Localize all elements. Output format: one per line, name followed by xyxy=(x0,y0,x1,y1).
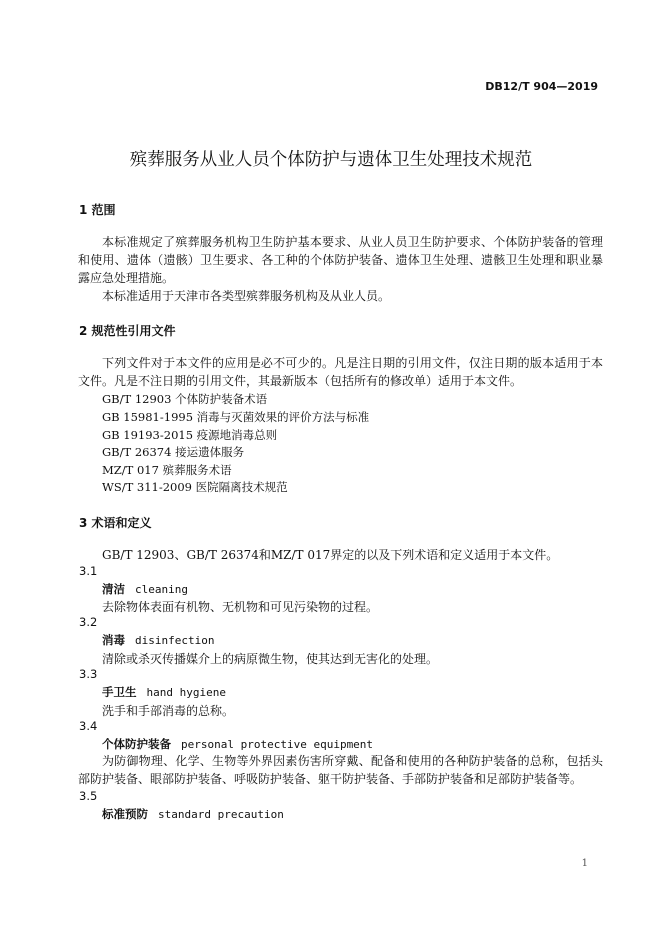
term-definition: 去除物体表面有机物、无机物和可见污染物的过程。 xyxy=(102,600,379,614)
term-number: 3.1 xyxy=(79,564,98,578)
term-en: hand hygiene xyxy=(146,686,226,699)
term-title xyxy=(102,581,188,597)
term-title xyxy=(102,806,284,822)
term-zh: 清洁 xyxy=(102,582,125,596)
term-title xyxy=(102,684,226,700)
term-zh: 标准预防 xyxy=(102,807,148,821)
term-definition: 洗手和手部消毒的总称。 xyxy=(102,704,235,718)
reference-item: MZ/T 017 殡葬服务术语 xyxy=(102,463,232,477)
reference-item: GB/T 26374 接运遗体服务 xyxy=(102,445,245,459)
term-en: personal protective equipment xyxy=(181,738,374,751)
term-title xyxy=(102,632,214,648)
term-zh: 手卫生 xyxy=(102,685,137,699)
term-definition: 清除或杀灭传播媒介上的病原微生物，使其达到无害化的处理。 xyxy=(102,652,439,666)
term-number: 3.5 xyxy=(79,789,98,803)
term-number: 3.3 xyxy=(79,667,98,681)
term-zh: 消毒 xyxy=(102,633,125,647)
section-2-paragraph-1: 下列文件对于本文件的应用是必不可少的。凡是注日期的引用文件，仅注日期的版本适用于本文件。凡是不注日期的引用文件，其最新版本（包括所有的修改单）适用于本文件。 xyxy=(78,356,603,388)
term-title xyxy=(102,736,373,752)
term-zh: 个体防护装备 xyxy=(102,737,171,751)
page-number: 1 xyxy=(581,858,588,869)
section-2-heading: 2 规范性引用文件 xyxy=(79,324,176,338)
term-en: cleaning xyxy=(135,583,188,596)
page-title: 殡葬服务从业人员个体防护与遗体卫生处理技术规范 xyxy=(129,150,533,170)
term-en: disinfection xyxy=(135,634,215,647)
section-1-paragraph-2: 本标准适用于天津市各类型殡葬服务机构及从业人员。 xyxy=(102,289,391,303)
section-1-paragraph-1: 本标准规定了殡葬服务机构卫生防护基本要求、从业人员卫生防护要求、个体防护装备的管理和使用、遗体（遗骸）卫生要求、各工种的个体防护装备、遗体卫生处理、遗骸卫生处理和职业暴露应急处理措施。 xyxy=(78,235,603,285)
section-3-heading: 3 术语和定义 xyxy=(79,516,152,530)
section-3-intro: GB/T 12903、GB/T 26374和MZ/T 017界定的以及下列术语和定义适用于本文件。 xyxy=(102,548,559,562)
reference-item: GB 19193-2015 疫源地消毒总则 xyxy=(102,428,278,442)
term-number: 3.4 xyxy=(79,719,98,733)
document-id: DB12/T 904—2019 xyxy=(485,80,598,93)
reference-item: GB/T 12903 个体防护装备术语 xyxy=(102,392,268,406)
reference-item: GB 15981-1995 消毒与灭菌效果的评价方法与标准 xyxy=(102,410,370,424)
term-number: 3.2 xyxy=(79,615,98,629)
term-definition: 为防御物理、化学、生物等外界因素伤害所穿戴、配备和使用的各种防护装备的总称，包括头部防护装备、眼部防护装备、呼吸防护装备、躯干防护装备、手部防护装备和足部防护装备等。 xyxy=(78,754,603,786)
section-1-heading: 1 范围 xyxy=(79,203,116,217)
reference-item: WS/T 311-2009 医院隔离技术规范 xyxy=(102,480,288,494)
term-en: standard precaution xyxy=(158,808,284,821)
